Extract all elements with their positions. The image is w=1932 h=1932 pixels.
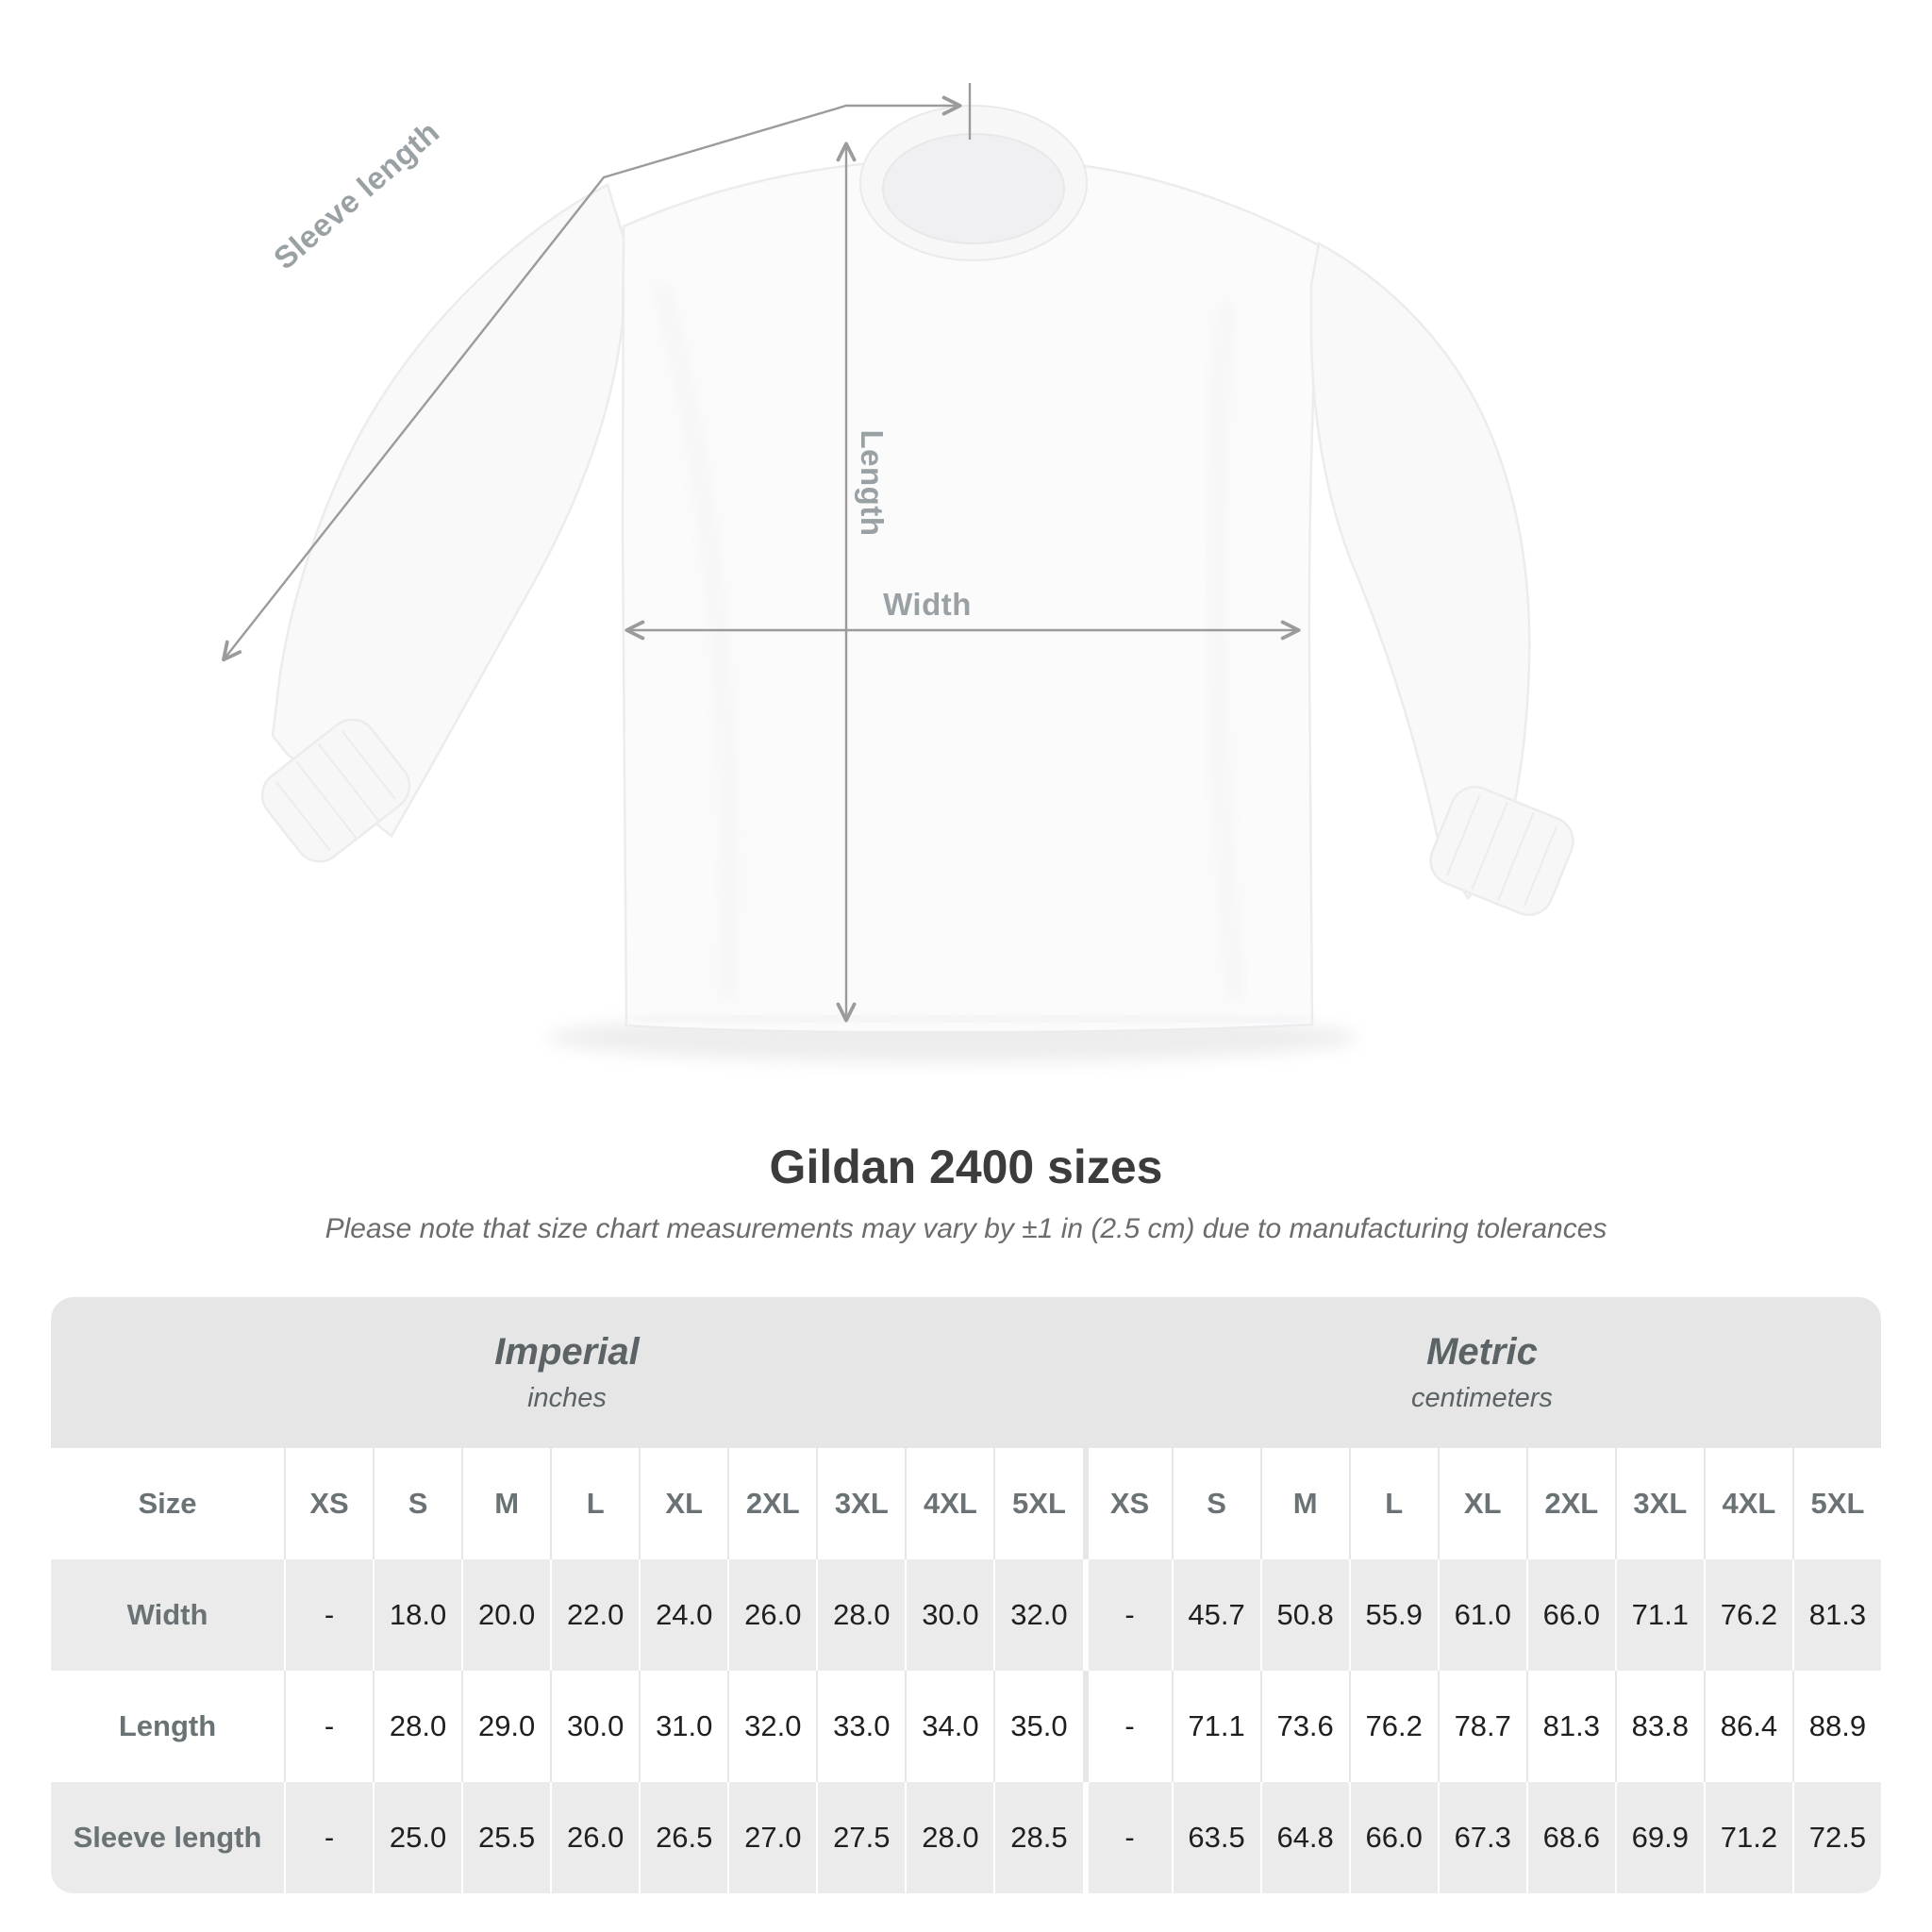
value-cell: - bbox=[284, 1559, 373, 1671]
size-table bbox=[51, 1297, 1881, 1893]
value-cell: 28.0 bbox=[373, 1671, 461, 1782]
value-cell: 28.0 bbox=[816, 1559, 905, 1671]
size-header-cell: M bbox=[461, 1448, 550, 1559]
value-cell: 86.4 bbox=[1704, 1671, 1792, 1782]
value-cell: 55.9 bbox=[1349, 1559, 1438, 1671]
value-cell: 71.1 bbox=[1172, 1671, 1260, 1782]
value-cell: 28.0 bbox=[905, 1782, 993, 1893]
value-cell: 45.7 bbox=[1172, 1559, 1260, 1671]
value-cell: 78.7 bbox=[1438, 1671, 1526, 1782]
unit-group-header bbox=[51, 1297, 1881, 1448]
value-cell: - bbox=[284, 1782, 373, 1893]
value-cell: 67.3 bbox=[1438, 1782, 1526, 1893]
value-cell: 33.0 bbox=[816, 1671, 905, 1782]
size-column-header: Size bbox=[138, 1487, 197, 1520]
size-header-cell: XL bbox=[639, 1448, 727, 1559]
metric-group-label: Metric bbox=[1426, 1331, 1538, 1373]
value-cell: 71.2 bbox=[1704, 1782, 1792, 1893]
sleeve-length-label: Sleeve length bbox=[266, 113, 446, 276]
value-cell: 18.0 bbox=[373, 1559, 461, 1671]
row-label: Length bbox=[118, 1709, 217, 1742]
value-cell: 30.0 bbox=[550, 1671, 639, 1782]
value-cell: 27.5 bbox=[816, 1782, 905, 1893]
value-cell: 63.5 bbox=[1172, 1782, 1260, 1893]
value-cell: 68.6 bbox=[1526, 1782, 1615, 1893]
size-header-cell: 2XL bbox=[1526, 1448, 1615, 1559]
width-label: Width bbox=[883, 587, 972, 622]
value-cell: 81.3 bbox=[1526, 1671, 1615, 1782]
size-header-cell: XS bbox=[284, 1448, 373, 1559]
metric-group bbox=[1083, 1297, 1881, 1448]
size-header-cell: 2XL bbox=[727, 1448, 816, 1559]
value-cell: 83.8 bbox=[1615, 1671, 1704, 1782]
value-cell: 31.0 bbox=[639, 1671, 727, 1782]
value-cell: 27.0 bbox=[727, 1782, 816, 1893]
value-cell: - bbox=[1083, 1782, 1172, 1893]
value-cell: 76.2 bbox=[1349, 1671, 1438, 1782]
page-title: Gildan 2400 sizes bbox=[769, 1141, 1163, 1193]
length-label: Length bbox=[855, 429, 890, 537]
value-cell: 25.0 bbox=[373, 1782, 461, 1893]
value-cell: 88.9 bbox=[1792, 1671, 1881, 1782]
table-row-length bbox=[51, 1671, 1881, 1782]
value-cell: 73.6 bbox=[1260, 1671, 1349, 1782]
imperial-group bbox=[51, 1297, 1083, 1448]
value-cell: 66.0 bbox=[1349, 1782, 1438, 1893]
metric-group-sublabel: centimeters bbox=[1411, 1383, 1553, 1413]
size-header-cell: XS bbox=[1083, 1448, 1172, 1559]
value-cell: 35.0 bbox=[993, 1671, 1082, 1782]
value-cell: 64.8 bbox=[1260, 1782, 1349, 1893]
size-header-cell: S bbox=[373, 1448, 461, 1559]
value-cell: 26.0 bbox=[727, 1559, 816, 1671]
size-header-cell: 4XL bbox=[1704, 1448, 1792, 1559]
value-cell: - bbox=[284, 1671, 373, 1782]
value-cell: 66.0 bbox=[1526, 1559, 1615, 1671]
imperial-group-label: Imperial bbox=[494, 1331, 640, 1373]
value-cell: 32.0 bbox=[993, 1559, 1082, 1671]
value-cell: - bbox=[1083, 1559, 1172, 1671]
value-cell: 28.5 bbox=[993, 1782, 1082, 1893]
size-header-cell: 5XL bbox=[993, 1448, 1082, 1559]
value-cell: 29.0 bbox=[461, 1671, 550, 1782]
row-label: Sleeve length bbox=[73, 1821, 262, 1854]
size-header-cell: 3XL bbox=[816, 1448, 905, 1559]
value-cell: 76.2 bbox=[1704, 1559, 1792, 1671]
table-row-width bbox=[51, 1559, 1881, 1671]
value-cell: 69.9 bbox=[1615, 1782, 1704, 1893]
size-header-row bbox=[51, 1448, 1881, 1559]
row-label: Width bbox=[126, 1598, 208, 1631]
imperial-group-sublabel: inches bbox=[527, 1383, 607, 1413]
size-header-cell: 4XL bbox=[905, 1448, 993, 1559]
value-cell: 26.0 bbox=[550, 1782, 639, 1893]
value-cell: 20.0 bbox=[461, 1559, 550, 1671]
value-cell: - bbox=[1083, 1671, 1172, 1782]
table-row-sleeve-length bbox=[51, 1782, 1881, 1893]
shirt-collar-inner bbox=[883, 134, 1064, 243]
value-cell: 71.1 bbox=[1615, 1559, 1704, 1671]
size-header-cell: 5XL bbox=[1792, 1448, 1881, 1559]
value-cell: 81.3 bbox=[1792, 1559, 1881, 1671]
value-cell: 24.0 bbox=[639, 1559, 727, 1671]
value-cell: 32.0 bbox=[727, 1671, 816, 1782]
value-cell: 34.0 bbox=[905, 1671, 993, 1782]
value-cell: 25.5 bbox=[461, 1782, 550, 1893]
page-subtitle: Please note that size chart measurements may vary by ±1 in (2.5 cm) due to manufacturing tolerances bbox=[325, 1213, 1607, 1244]
value-cell: 30.0 bbox=[905, 1559, 993, 1671]
value-cell: 72.5 bbox=[1792, 1782, 1881, 1893]
hem-shade bbox=[634, 1017, 1307, 1021]
size-header-cell: M bbox=[1260, 1448, 1349, 1559]
size-header-cell: S bbox=[1172, 1448, 1260, 1559]
value-cell: 61.0 bbox=[1438, 1559, 1526, 1671]
size-header-cell: 3XL bbox=[1615, 1448, 1704, 1559]
value-cell: 50.8 bbox=[1260, 1559, 1349, 1671]
value-cell: 22.0 bbox=[550, 1559, 639, 1671]
size-header-cell: XL bbox=[1438, 1448, 1526, 1559]
size-header-cell: L bbox=[550, 1448, 639, 1559]
value-cell: 26.5 bbox=[639, 1782, 727, 1893]
size-header-cell: L bbox=[1349, 1448, 1438, 1559]
